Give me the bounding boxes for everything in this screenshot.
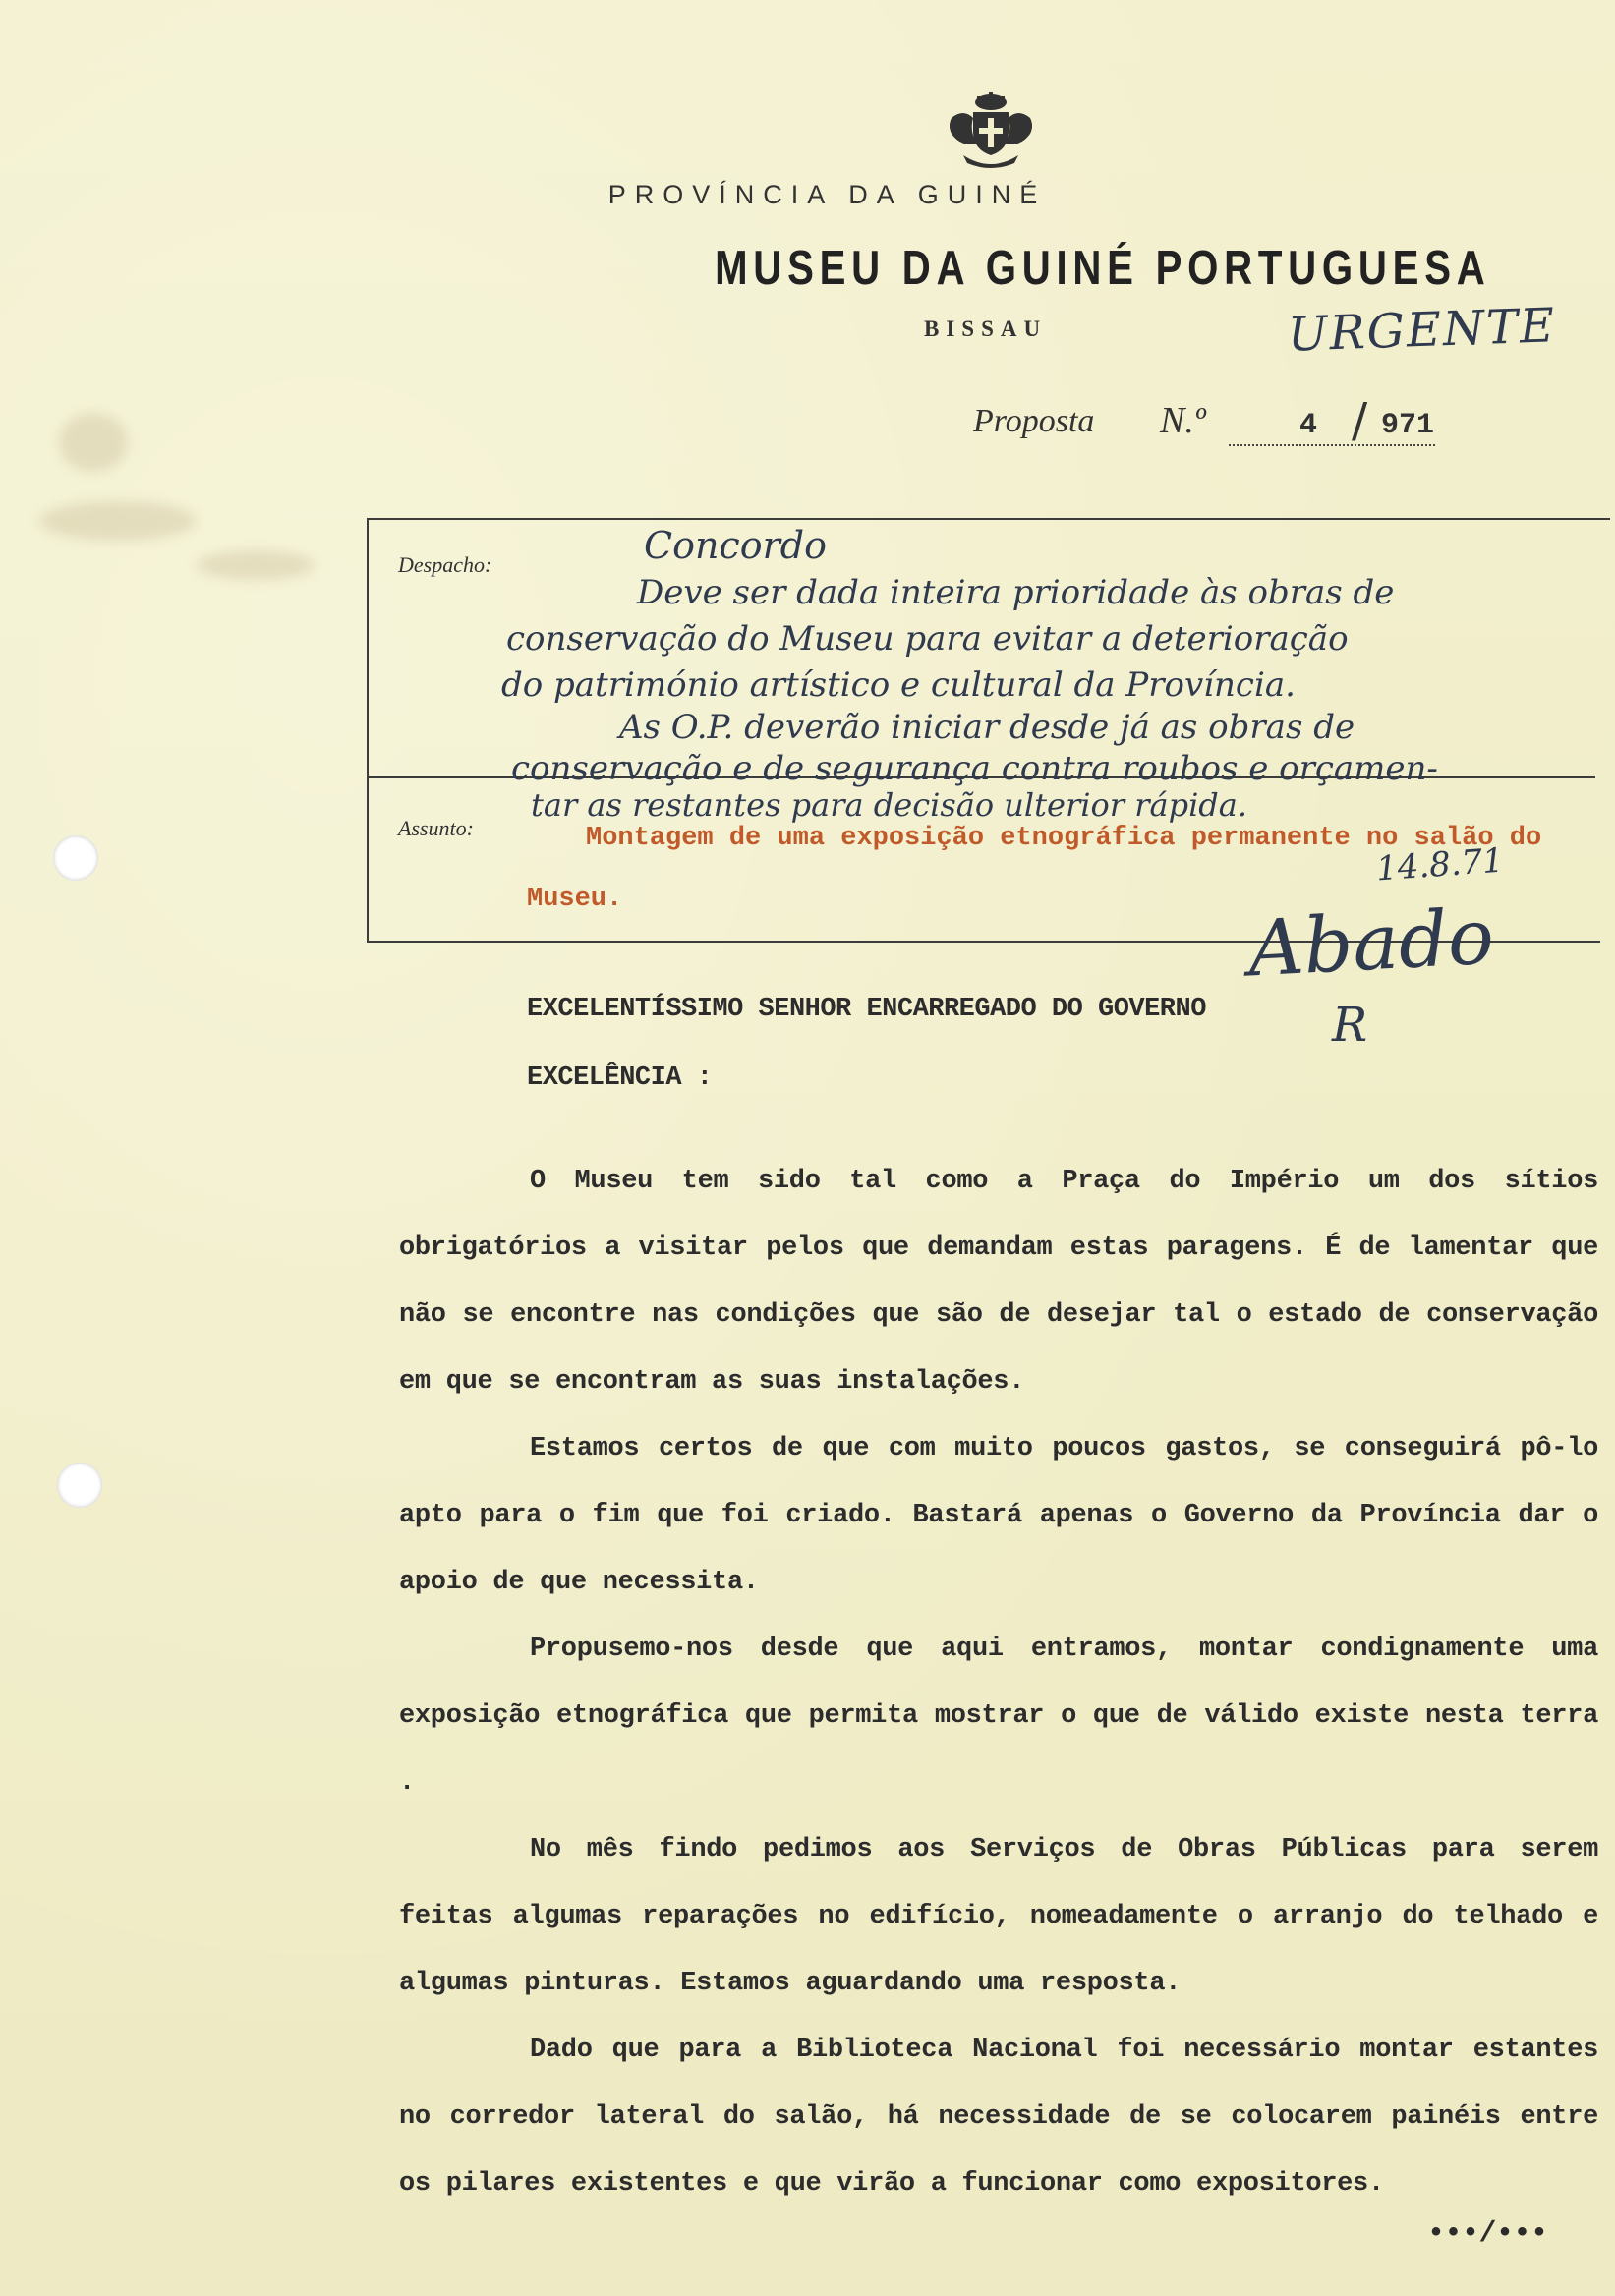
- handwritten-line: Deve ser dada inteira prioridade às obras de: [637, 573, 1395, 612]
- despacho-label: Despacho:: [398, 552, 492, 577]
- city-heading: BISSAU: [924, 316, 1048, 341]
- signature: Abado: [1245, 892, 1496, 995]
- proposal-year: 971: [1381, 409, 1435, 442]
- proposal-dotted-line: [1229, 444, 1435, 446]
- proposal-slash: /: [1352, 393, 1368, 448]
- province-heading: PROVÍNCIA DA GUINÉ: [607, 180, 1047, 209]
- paper-stain: [39, 501, 197, 541]
- paper-stain: [197, 550, 315, 580]
- assunto-label: Assunto:: [398, 816, 474, 840]
- handwritten-line: conservação do Museu para evitar a deterioração: [506, 619, 1349, 659]
- letter-paragraph: O Museu tem sido tal como a Praça do Império um dos sítios obrigatórios a visitar pelos que demandam estas paragens. É de lamentar que não se encontre nas condições que são de desejar tal o estado de conservação em que se encontram as suas instalações.: [399, 1167, 1598, 1397]
- paper-stain: [59, 413, 128, 472]
- handwritten-date: 14.8.71: [1374, 840, 1506, 890]
- handwritten-line: As O.P. deverão iniciar desde já as obras de: [619, 708, 1355, 747]
- proposal-number-label: N.º: [1160, 400, 1206, 441]
- handwritten-line: conservação e de segurança contra roubos e orçamen-: [511, 749, 1438, 788]
- handwritten-line: Concordo: [644, 524, 827, 567]
- proposal-label: Proposta: [973, 403, 1095, 439]
- box-border-left: [367, 518, 369, 941]
- continuation-mark: •••/•••: [1427, 2217, 1548, 2251]
- letter-paragraph: Estamos certos de que com muito poucos gastos, se conseguirá pô-lo apto para o fim que foi criado. Bastará apenas o Governo da Província dar o apoio de que necessita.: [399, 1434, 1598, 1597]
- letter-paragraph: No mês findo pedimos aos Serviços de Obras Públicas para serem feitas algumas reparações no edifício, nomeadamente o arranjo do telhado e algumas pinturas. Estamos aguardando uma resposta.: [399, 1835, 1598, 1998]
- handwritten-line: tar as restantes para decisão ulterior rápida.: [531, 786, 1248, 824]
- handwritten-line: do património artístico e cultural da Província.: [501, 665, 1296, 705]
- excellency-heading: EXCELÊNCIA :: [527, 1063, 713, 1093]
- letter-paragraph: Propusemo-nos desde que aqui entramos, montar condignamente uma exposição etnográfica que permita mostrar o que de válido existe nesta terra .: [399, 1635, 1598, 1798]
- coat-of-arms-icon: [944, 90, 1038, 169]
- handwritten-initial: R: [1332, 998, 1368, 1053]
- letter-body: [399, 1148, 1598, 2217]
- proposal-number: 4: [1299, 409, 1318, 442]
- assunto-text: Montagem de uma exposição etnográfica permanente no salão do Museu.: [527, 824, 1542, 914]
- urgent-annotation: URGENTE: [1287, 298, 1557, 363]
- box-border-top: [367, 518, 1610, 520]
- salutation: EXCELENTÍSSIMO SENHOR ENCARREGADO DO GOVERNO: [527, 995, 1206, 1024]
- punch-hole: [53, 835, 98, 881]
- punch-hole: [57, 1463, 102, 1508]
- museum-heading: MUSEU DA GUINÉ PORTUGUESA: [715, 242, 1491, 295]
- letter-paragraph: Dado que para a Biblioteca Nacional foi necessário montar estantes no corredor lateral do salão, há necessidade de se colocarem painéis entre os pilares existentes e que virão a funcionar como expositores.: [399, 2036, 1598, 2199]
